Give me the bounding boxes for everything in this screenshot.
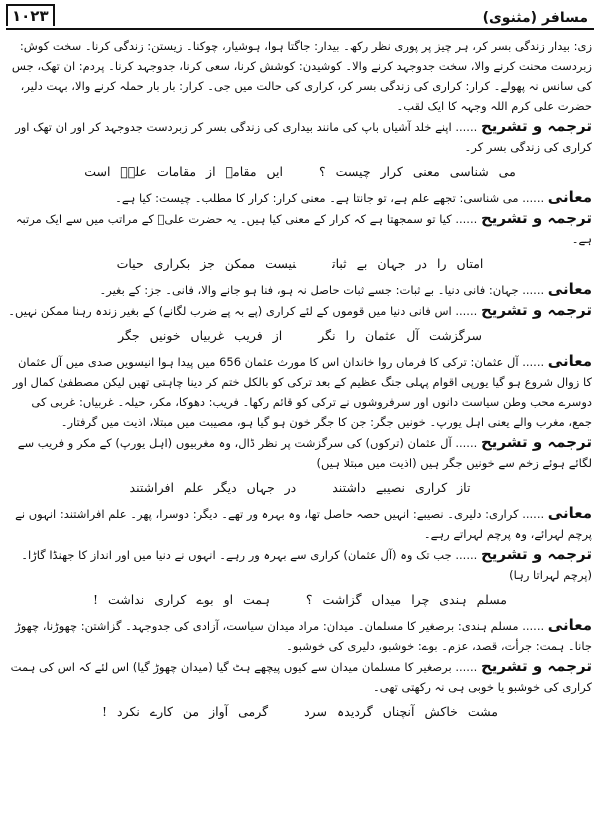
verse-hemistich-right: سرگزشت آل عثمان را نگر	[318, 328, 482, 343]
verse-couplet	[8, 477, 592, 499]
section-label: ترجمہ و تشریح	[480, 209, 592, 227]
paragraph-text: ...... کراری: دلیری۔ نصیبے: انہیں حصہ حاصل تھا، وہ بہرہ ور تھے۔ دیگر: دوسرا، پھر۔ علم افراشتند: انہوں نے پرچم لہرائے، وہ پرچم لہراتے رہے۔	[15, 507, 592, 541]
annotated-paragraph	[8, 300, 592, 321]
section-label: ترجمہ و تشریح	[480, 657, 592, 675]
verse-couplet	[8, 701, 592, 723]
verse-hemistich-right: امتاں را در جہان بے ثبات	[332, 256, 484, 271]
verse-hemistich-left: در جہاں دیگر علم افراشتند	[129, 480, 297, 495]
page-number: ۱۰۲۳	[6, 4, 55, 26]
section-label: ترجمہ و تشریح	[480, 545, 592, 563]
section-label: معانی	[547, 504, 592, 522]
body-paragraph	[8, 36, 592, 116]
verse-couplet	[8, 161, 592, 183]
section-label: ترجمہ و تشریح	[480, 433, 592, 451]
annotated-paragraph	[8, 279, 592, 300]
paragraph-text: ...... اپنے خلد آشیاں باپ کی مانند بیداری کی زندگی بسر کر زبردست جدوجہد کر اور ان تھک اور کراری کی زندگی بسر کر۔	[15, 120, 592, 154]
section-label: ترجمہ و تشریح	[480, 301, 592, 319]
paragraph-text: ...... آل عثمان (ترکوں) کی سرگزشت پر نظر ڈال، وہ مغربیوں (اہل یورپ) کے مکر و فریب سے لگائے ہوئے زخم سے خونیں جگر ہیں (اذیت میں مبتلا ہیں)	[17, 436, 592, 470]
annotated-paragraph	[8, 615, 592, 656]
paragraph-text: ...... اس فانی دنیا میں قوموں کے لئے کراری (پے بہ پے ضرب لگانے) کے بغیر زندہ رہنا ممکن نہیں۔	[8, 304, 478, 318]
annotated-paragraph	[8, 544, 592, 585]
section-label: معانی	[547, 616, 592, 634]
paragraph-text: ...... جہان: فانی دنیا۔ بے ثبات: جسے ثبات حاصل نہ ہو، فنا ہو جانے والا، فانی۔ جز: کے بغیر۔	[99, 283, 545, 297]
verse-hemistich-right: مسلم ہندی چرا میداں گزاشت ؟	[305, 592, 507, 607]
paragraph-text: ...... می شناسی: تجھے علم ہے، تو جانتا ہے۔ معنی کرار: کرار کا مطلب۔ چیست: کیا ہے۔	[115, 191, 545, 205]
annotated-paragraph	[8, 432, 592, 473]
verse-hemistich-left: ایں مقامے از مقامات علیؑ است	[84, 164, 284, 179]
verse-hemistich-right: می شناسی معنی کرار چیست ؟	[319, 164, 516, 179]
section-label: معانی	[547, 280, 592, 298]
section-label: معانی	[547, 188, 592, 206]
annotated-paragraph	[8, 503, 592, 544]
verse-hemistich-left: از فریب غربیاں خونیں جگر	[118, 328, 283, 343]
annotated-paragraph	[8, 116, 592, 157]
paragraph-text: ...... کیا تو سمجھتا ہے کہ کرار کے معنی کیا ہیں۔ یہ حضرت علیؑ کے مراتب میں سے ایک مرتبہ ہے۔	[15, 212, 592, 246]
annotated-paragraph	[8, 187, 592, 208]
verse-couplet	[8, 325, 592, 347]
verse-hemistich-right: تاز کراری نصیبے داشتند	[332, 480, 471, 495]
page-content	[8, 36, 592, 836]
verse-hemistich-left: ہمت او بوے کراری نداشت !	[93, 592, 270, 607]
paragraph-text: ...... مسلم ہندی: برصغیر کا مسلمان۔ میدان: مراد میدان سیاست، آزادی کی جدوجہد۔ گزاشتن: چھوڑنا، چھوڑ جانا۔ ہمت: جرأت، قصد، عزم۔ بوے: خوشبو، دلیری کی خوشبو۔	[15, 619, 592, 653]
running-title: مسافر (مثنوی)	[482, 10, 588, 26]
paragraph-text: زی: بیدار زندگی بسر کر، ہر چیز پر پوری نظر رکھ۔ بیدار: جاگتا ہوا، ہوشیار، چوکنا۔ زیستن: زندگی کرنا۔ سخت کوش: زبردست محنت کرنے والا، سخت جدوجہد کرنے والا۔ کوشیدن: کوشش کرنا، سعی کرنا، جدوجہد کرنا۔ پردم: ان تھک، جس کی سانس نہ پھولے۔ کرار: کراری کی زندگی بسر کر، کراری کی حالت میں جی۔ کرار: بار بار حملہ کرنے والا، بہت دلیر، حضرت علی کرم اللہ وجہہ کا ایک لقب۔	[11, 39, 592, 113]
verse-couplet	[8, 589, 592, 611]
paragraph-text: ...... آل عثمان: ترکی کا فرماں روا خاندان اس کا مورث عثمان 656 میں پیدا ہوا انیسویں صدی میں آل عثمان کا زوال شروع ہو گیا یورپی اقوام پہلی جنگ عظیم کے بعد ترکی کو بالکل ختم کر دینا چاہتی تھیں لیکن مصطفیٰ کمال اور دوسرے محب وطن سیاست دانوں اور سرفروشوں نے ترکی کو قائم رکھا۔ فریب: دھوکا، مکر، حیلہ۔ غربیاں: غربی کی جمع، مغرب والے یعنی اہل یورپ۔ خونیں جگر: جن کا جگر خون ہو گیا ہو، مصیبت میں مبتلا، اذیت میں گرفتار۔	[12, 355, 592, 429]
paragraph-text: ...... برصغیر کا مسلمان میدان سے کیوں پیچھے ہٹ گیا (میدان چھوڑ گیا) اس لئے کہ اس کی ہمت کراری کی خوشبو یا خوبی ہی نہ رکھتی تھی۔	[10, 660, 592, 694]
page-header	[6, 4, 594, 30]
annotated-paragraph	[8, 208, 592, 249]
verse-hemistich-left: گرمی آواز من کارے نکرد !	[102, 704, 269, 719]
verse-hemistich-left: نیست ممکن جز بکراری حیات	[116, 256, 297, 271]
section-label: معانی	[547, 352, 592, 370]
section-label: ترجمہ و تشریح	[480, 117, 592, 135]
paragraph-text: ...... جب تک وہ (آل عثمان) کراری سے بہرہ ور رہے۔ انہوں نے دنیا میں اور انداز کا جھنڈا گاڑا۔ (پرچم لہراتا رہا)	[21, 548, 592, 582]
annotated-paragraph	[8, 656, 592, 697]
annotated-paragraph	[8, 351, 592, 432]
verse-couplet	[8, 253, 592, 275]
verse-hemistich-right: مشت خاکش آنچناں گردیدہ سرد	[304, 704, 498, 719]
